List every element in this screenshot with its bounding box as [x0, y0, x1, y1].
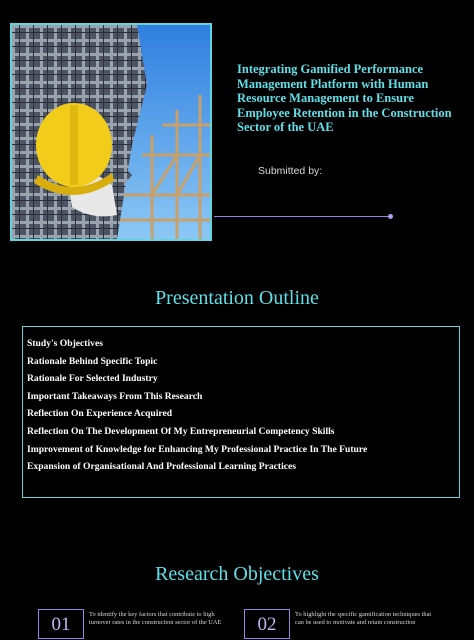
outline-title: Presentation Outline [155, 287, 319, 309]
outline-item: Important Takeaways From This Research [27, 390, 203, 402]
outline-list [23, 327, 459, 476]
submitted-by-label: Submitted by: [258, 165, 323, 177]
outline-item: Rationale For Selected Industry [27, 373, 158, 385]
presentation-title: Integrating Gamified Performance Management Platform with Human Resource Management to Ensure Employee Retention in the Construction Sector of the UAE [237, 62, 452, 134]
objective-text: To identify the key factors that contribute to high turnover rates in the construction sector of the UAE [89, 611, 222, 627]
outline-item: Reflection On Experience Acquired [27, 408, 173, 420]
objective-text: To highlight the specific gamification techniques that can be used to motivate and retain construction [295, 611, 432, 627]
outline-item: Improvement of Knowledge for Enhancing My Professional Practice In The Future [27, 443, 368, 455]
decorative-dot [388, 214, 393, 219]
outline-item: Study's Objectives [27, 338, 103, 349]
decorative-line [214, 216, 390, 217]
construction-worker-photo [10, 23, 212, 241]
outline-item: Expansion of Organisational And Professional Learning Practices [27, 461, 296, 473]
outline-box [22, 326, 460, 498]
title-slide [0, 0, 474, 262]
objective-number: 01 [38, 609, 84, 639]
objective-number: 02 [244, 609, 290, 639]
outline-item: Reflection On The Development Of My Entrepreneurial Competency Skills [27, 425, 335, 437]
outline-item: Rationale Behind Specific Topic [27, 355, 158, 367]
objectives-title: Research Objectives [155, 563, 319, 585]
